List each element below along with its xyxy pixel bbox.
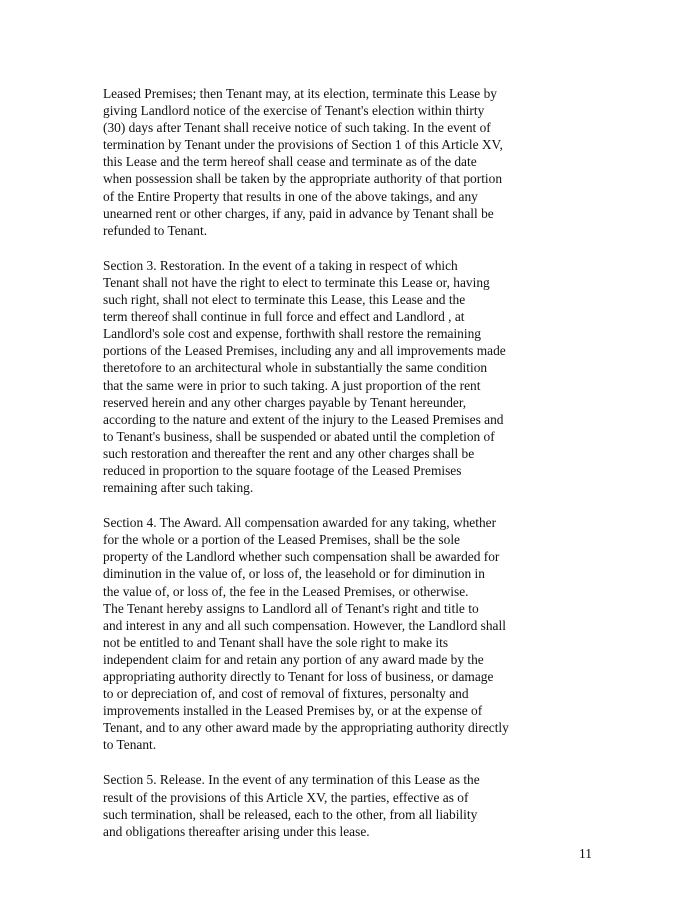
text-line: and interest in any and all such compensation. However, the Landlord shall [103, 617, 506, 633]
text-line: diminution in the value of, or loss of, the leasehold or for diminution in [103, 566, 485, 582]
text-line: property of the Landlord whether such compensation shall be awarded for [103, 549, 500, 565]
text-line: Landlord's sole cost and expense, forthwith shall restore the remaining [103, 326, 481, 342]
text-line: giving Landlord notice of the exercise of Tenant's election within thirty [103, 103, 485, 119]
text-line: the value of, or loss of, the fee in the Leased Premises, or otherwise. [103, 583, 469, 599]
paragraph [103, 85, 543, 239]
text-line: termination by Tenant under the provisions of Section 1 of this Article XV, [103, 137, 503, 153]
paragraph [103, 514, 543, 753]
text-line: remaining after such taking. [103, 480, 254, 496]
text-line: portions of the Leased Premises, including any and all improvements made [103, 343, 506, 359]
text-line: result of the provisions of this Article XV, the parties, effective as of [103, 789, 469, 805]
text-line: reserved herein and any other charges payable by Tenant hereunder, [103, 394, 467, 410]
text-line: such restoration and thereafter the rent and any other charges shall be [103, 445, 475, 461]
text-line: reduced in proportion to the square footage of the Leased Premises [103, 462, 462, 478]
text-line: Leased Premises; then Tenant may, at its election, terminate this Lease by [103, 86, 497, 101]
text-line: appropriating authority directly to Tenant for loss of business, or damage [103, 669, 494, 684]
text-line: Section 4. The Award. All compensation awarded for any taking, whether [103, 515, 497, 531]
text-line: refunded to Tenant. [103, 222, 208, 238]
text-line: of the Entire Property that results in one of the above takings, and any [103, 188, 478, 204]
paragraph [103, 257, 543, 496]
text-line: theretofore to an architectural whole in substantially the same condition [103, 360, 488, 376]
text-line: to Tenant's business, shall be suspended or abated until the completion of [103, 428, 495, 444]
text-line: such termination, shall be released, each to the other, from all liability [103, 806, 478, 822]
text-line: according to the nature and extent of the injury to the Leased Premises and [103, 411, 504, 427]
text-line: Section 5. Release. In the event of any termination of this Lease as the [103, 772, 480, 788]
text-line: that the same were in prior to such taking. A just proportion of the rent [103, 377, 481, 393]
text-line: not be entitled to and Tenant shall have the sole right to make its [103, 634, 449, 650]
text-line: for the whole or a portion of the Leased Premises, shall be the sole [103, 532, 460, 548]
text-line: unearned rent or other charges, if any, paid in advance by Tenant shall be [103, 205, 494, 221]
text-line: to or depreciation of, and cost of removal of fixtures, personalty and [103, 686, 469, 702]
paragraph [103, 771, 543, 839]
text-line: The Tenant hereby assigns to Landlord all of Tenant's right and title to [103, 600, 479, 616]
text-line: Tenant, and to any other award made by the appropriating authority directly [103, 720, 509, 736]
text-line: when possession shall be taken by the appropriate authority of that portion [103, 171, 503, 187]
text-line: improvements installed in the Leased Premises by, or at the expense of [103, 703, 483, 719]
text-line: and obligations thereafter arising under this lease. [103, 823, 370, 839]
text-line: independent claim for and retain any portion of any award made by the [103, 651, 484, 667]
text-line: Tenant shall not have the right to elect to terminate this Lease or, having [103, 274, 490, 290]
text-line: to Tenant. [103, 737, 157, 753]
document-body [103, 85, 543, 858]
text-line: this Lease and the term hereof shall cease and terminate as of the date [103, 154, 477, 170]
text-line: (30) days after Tenant shall receive notice of such taking. In the event of [103, 120, 491, 136]
text-line: such right, shall not elect to terminate this Lease, this Lease and the [103, 292, 466, 308]
text-line: Section 3. Restoration. In the event of a taking in respect of which [103, 257, 458, 273]
page-number: 11 [579, 846, 592, 861]
text-line: term thereof shall continue in full force and effect and Landlord , at [103, 309, 465, 325]
